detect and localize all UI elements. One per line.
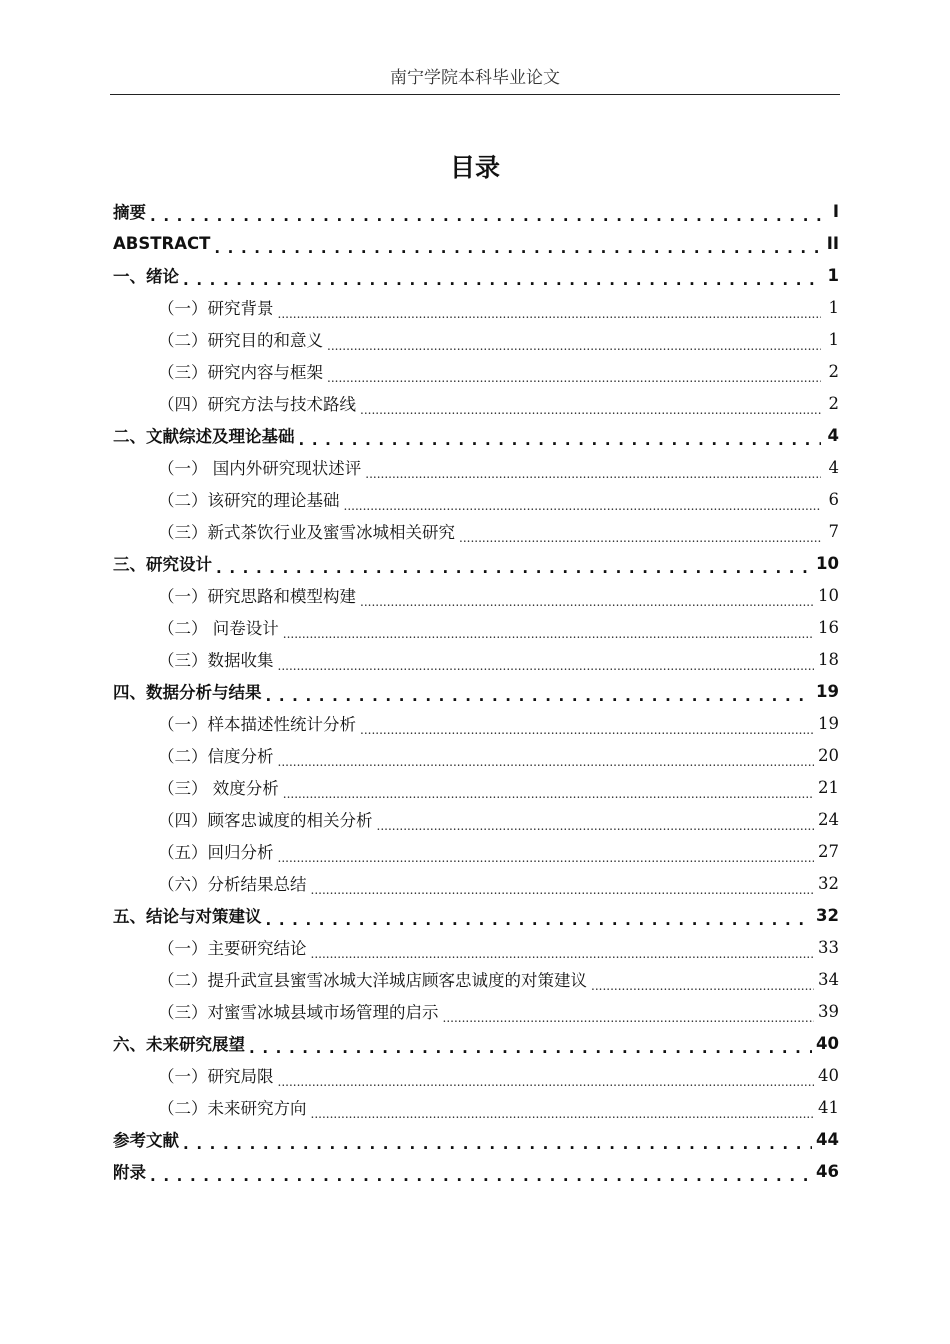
toc-page-number: 6 [828,489,839,509]
toc-entry-label: （一）研究思路和模型构建 [158,587,356,606]
dot-leader [311,941,815,963]
toc-entry-label: （一）主要研究结论 [158,939,307,958]
dot-leader [365,461,821,483]
dot-leader [266,909,813,931]
dot-leader [459,525,821,547]
toc-section-entry[interactable] [113,387,839,419]
dot-leader [150,1165,812,1187]
toc-entry-label: （五）回归分析 [158,843,274,862]
toc-chapter-entry[interactable] [113,1155,839,1187]
dot-leader [183,269,821,291]
toc-page-number: 27 [818,841,839,861]
toc-entry-label: （二）未来研究方向 [158,1099,307,1118]
dot-leader [278,301,822,323]
toc-page-number: 4 [828,457,839,477]
toc-page-number: 1 [827,265,839,285]
dot-leader [214,237,821,259]
toc-page-number: 32 [816,905,839,925]
toc-section-entry[interactable] [113,1091,839,1123]
toc-chapter-entry[interactable] [113,419,839,451]
toc-section-entry[interactable] [113,323,839,355]
toc-entry-label: （三）数据收集 [158,651,274,670]
toc-entry-label: （三）对蜜雪冰城县域市场管理的启示 [158,1003,439,1022]
toc-page-number: II [826,233,839,253]
toc-entry-label: （六）分析结果总结 [158,875,307,894]
toc-section-entry[interactable] [113,771,839,803]
dot-leader [311,877,815,899]
dot-leader [283,621,814,643]
dot-leader [360,589,814,611]
dot-leader [443,1005,815,1027]
toc-section-entry[interactable] [113,355,839,387]
toc-entry-label: （一） 国内外研究现状述评 [158,459,362,478]
toc-page-number: 32 [818,873,839,893]
toc-page-number: 4 [827,425,839,445]
toc-entry-label: （三） 效度分析 [158,779,279,798]
toc-page-number: 21 [818,777,839,797]
page-header: 南宁学院本科毕业论文 [110,66,840,95]
dot-leader [150,205,821,227]
toc-entry-label: （二） 问卷设计 [158,619,279,638]
toc-entry-label: （四）研究方法与技术路线 [158,395,356,414]
toc-entry-label: 参考文献 [113,1131,179,1150]
toc-section-entry[interactable] [113,707,839,739]
toc-page-number: 24 [818,809,839,829]
toc-chapter-entry[interactable] [113,259,839,291]
toc-page-number: 40 [818,1065,839,1085]
toc-page-number: 19 [818,713,839,733]
toc-entry-label: （二）研究目的和意义 [158,331,323,350]
toc-section-entry[interactable] [113,739,839,771]
toc-page-number: 40 [816,1033,839,1053]
toc-section-entry[interactable] [113,803,839,835]
toc-entry-label: 一、绪论 [113,267,179,286]
toc-section-entry[interactable] [113,291,839,323]
toc-chapter-entry[interactable] [113,195,839,227]
toc-page-number: 2 [828,393,839,413]
toc-title: 目录 [449,153,500,182]
dot-leader [591,973,814,995]
toc-page-number: 18 [818,649,839,669]
toc-section-entry[interactable] [113,995,839,1027]
toc-page-number: 2 [828,361,839,381]
toc-section-entry[interactable] [113,579,839,611]
toc-chapter-entry[interactable] [113,547,839,579]
toc-section-entry[interactable] [113,1059,839,1091]
toc-entry-label: （一）研究背景 [158,299,274,318]
toc-page-number: 19 [816,681,839,701]
toc-page-number: 34 [818,969,839,989]
toc-entry-label: （三）新式茶饮行业及蜜雪冰城相关研究 [158,523,455,542]
dot-leader [278,653,815,675]
toc-page-number: 39 [818,1001,839,1021]
toc-section-entry[interactable] [113,451,839,483]
dot-leader [216,557,812,579]
toc-section-entry[interactable] [113,643,839,675]
toc-page-number: 1 [828,329,839,349]
toc-entry-label: 五、结论与对策建议 [113,907,262,926]
dot-leader [283,781,814,803]
toc-page-number: 46 [816,1161,839,1181]
toc-page-number: 10 [818,585,839,605]
toc-page-number: 41 [818,1097,839,1117]
dot-leader [360,717,814,739]
toc-entry-label: （二）提升武宣县蜜雪冰城大洋城店顾客忠诚度的对策建议 [158,971,587,990]
dot-leader [183,1133,812,1155]
dot-leader [311,1101,815,1123]
dot-leader [278,845,815,867]
toc-entry-label: 二、文献综述及理论基础 [113,427,295,446]
toc-page-number: I [832,201,839,221]
dot-leader [360,397,821,419]
toc-entry-label: 六、未来研究展望 [113,1035,245,1054]
dot-leader [344,493,822,515]
toc-entry-label: ABSTRACT [113,233,211,253]
toc-chapter-entry[interactable] [113,1123,839,1155]
toc-section-entry[interactable] [113,611,839,643]
toc-entry-label: （三）研究内容与框架 [158,363,323,382]
toc-section-entry[interactable] [113,867,839,899]
toc-entry-label: （一）样本描述性统计分析 [158,715,356,734]
toc-entry-label: （一）研究局限 [158,1067,274,1086]
toc-section-entry[interactable] [113,931,839,963]
toc-chapter-entry[interactable] [113,227,839,259]
toc-entry-label: 三、研究设计 [113,555,212,574]
toc-section-entry[interactable] [113,835,839,867]
dot-leader [327,333,821,355]
dot-leader [266,685,813,707]
toc-chapter-entry[interactable] [113,1027,839,1059]
toc-chapter-entry[interactable] [113,675,839,707]
table-of-contents [113,195,839,1187]
toc-entry-label: 附录 [113,1163,146,1182]
toc-entry-label: 四、数据分析与结果 [113,683,262,702]
toc-page-number: 20 [818,745,839,765]
dot-leader [249,1037,812,1059]
toc-page-number: 16 [818,617,839,637]
dot-leader [278,749,815,771]
toc-page-number: 1 [828,297,839,317]
toc-section-entry[interactable] [113,963,839,995]
toc-entry-label: 摘要 [113,203,146,222]
toc-page-number: 33 [818,937,839,957]
dot-leader [377,813,815,835]
toc-page-number: 7 [828,521,839,541]
dot-leader [327,365,821,387]
dot-leader [299,429,822,451]
toc-page-number: 44 [816,1129,839,1149]
toc-section-entry[interactable] [113,483,839,515]
dot-leader [278,1069,815,1091]
toc-entry-label: （二）该研究的理论基础 [158,491,340,510]
toc-entry-label: （四）顾客忠诚度的相关分析 [158,811,373,830]
toc-entry-label: （二）信度分析 [158,747,274,766]
toc-chapter-entry[interactable] [113,899,839,931]
toc-page-number: 10 [816,553,839,573]
toc-section-entry[interactable] [113,515,839,547]
